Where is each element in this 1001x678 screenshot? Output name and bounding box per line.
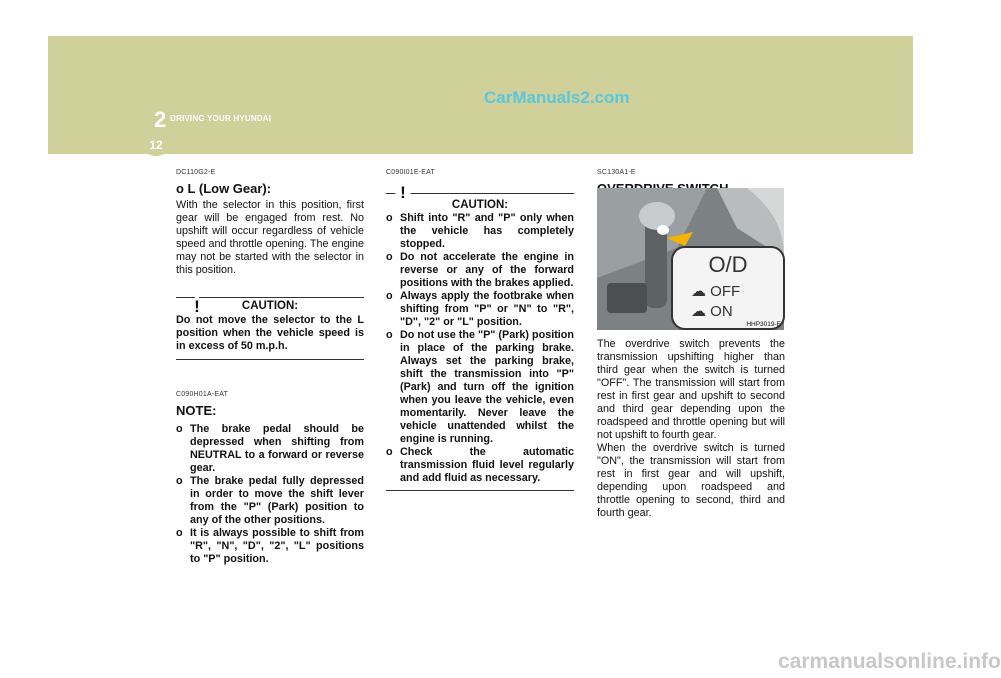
note-item: o The brake pedal fully depressed in order to move the shift lever from the "P" (Park) position to any of the other positions.	[176, 475, 364, 526]
overdrive-body-1: The overdrive switch prevents the transmission upshifting higher than third gear when the switch is turned "OFF". The transmission will start from rest in first gear and upshift to second and third gear depending upon the roadspeed and throttle opening but will not upshift to fourth gear.	[597, 338, 785, 441]
note-item: o It is always possible to shift from "R", "N", "D", "2", "L" positions to "P" position.	[176, 527, 364, 565]
image-code: HHP3019-E	[746, 321, 781, 328]
caution-title: CAUTION:	[451, 199, 509, 211]
section-code: SC130A1-E	[597, 169, 636, 176]
bullet: o	[176, 423, 183, 435]
bullet: o	[176, 475, 183, 487]
column-2	[386, 166, 574, 491]
off-label: OFF	[710, 283, 741, 300]
low-gear-body: With the selector in this position, first gear will be engaged from rest. No upshift will occur regardless of vehicle speed and throttle opening. The engine may not be started with the selector in this position.	[176, 199, 364, 276]
caution-item: o Shift into "R" and "P" only when the vehicle has completely stopped.	[386, 212, 574, 250]
caution-item: o Do not accelerate the engine in reverse or any of the forward positions with the brakes applied.	[386, 251, 574, 289]
caution-item: o Always apply the footbrake when shifting from "P" or "N" to "R", "D", "2" or "L" position.	[386, 290, 574, 328]
page-number: 12	[141, 134, 171, 156]
low-gear-heading: o L (Low Gear):	[176, 181, 272, 196]
od-switch-panel	[671, 246, 785, 330]
watermark-top[interactable]: CarManuals2.com	[484, 88, 630, 107]
lamp-icon: ☁	[691, 303, 706, 320]
caution-box-2	[386, 183, 574, 491]
od-off-row	[691, 282, 740, 300]
note-title: NOTE:	[176, 403, 217, 418]
svg-text:!: !	[400, 183, 406, 202]
overdrive-photo	[597, 188, 784, 330]
note-code: C090H01A-EAT	[176, 391, 229, 398]
on-label: ON	[710, 303, 733, 320]
section-code: C090I01E-EAT	[386, 169, 435, 176]
header-band	[48, 36, 913, 154]
caution-item: o Check the automatic transmission fluid level regularly and add fluid as necessary.	[386, 446, 574, 484]
caution-box-1	[176, 297, 364, 360]
caution-title: CAUTION:	[241, 300, 299, 312]
section-number: 2	[154, 107, 167, 132]
section-title: DRIVING YOUR HYUNDAI	[170, 114, 272, 123]
caution-item: o Do not use the "P" (Park) position in place of the parking brake. Always set the parking brake, shift the transmission into "P" (Park) and turn off the ignition when you leave the vehicle, even momentarily. Never leave the vehicle unattended whilst the engine is running.	[386, 329, 574, 445]
warning-triangle-icon	[392, 180, 414, 200]
section-code: DC110G2-E	[176, 169, 216, 176]
caution-body: Do not move the selector to the L position when the vehicle speed is in excess of 50 m.p.h.	[176, 314, 364, 352]
bullet: o	[176, 527, 183, 539]
overdrive-body-2: When the overdrive switch is turned "ON", the transmission will start from rest in first gear and will upshift, depending upon roadspeed and throttle opening to second, third and fourth gear.	[597, 442, 785, 519]
column-1	[176, 166, 364, 566]
lamp-icon: ☁	[691, 283, 706, 300]
note-item: o The brake pedal should be depressed when shifting from NEUTRAL to a forward or reverse gear.	[176, 423, 364, 474]
column-3-body	[597, 338, 785, 520]
watermark-bottom[interactable]: carmanualsonline.info	[778, 650, 1001, 673]
od-label: O/D	[708, 252, 748, 277]
od-on-row	[691, 302, 733, 320]
svg-text:!: !	[194, 297, 200, 316]
